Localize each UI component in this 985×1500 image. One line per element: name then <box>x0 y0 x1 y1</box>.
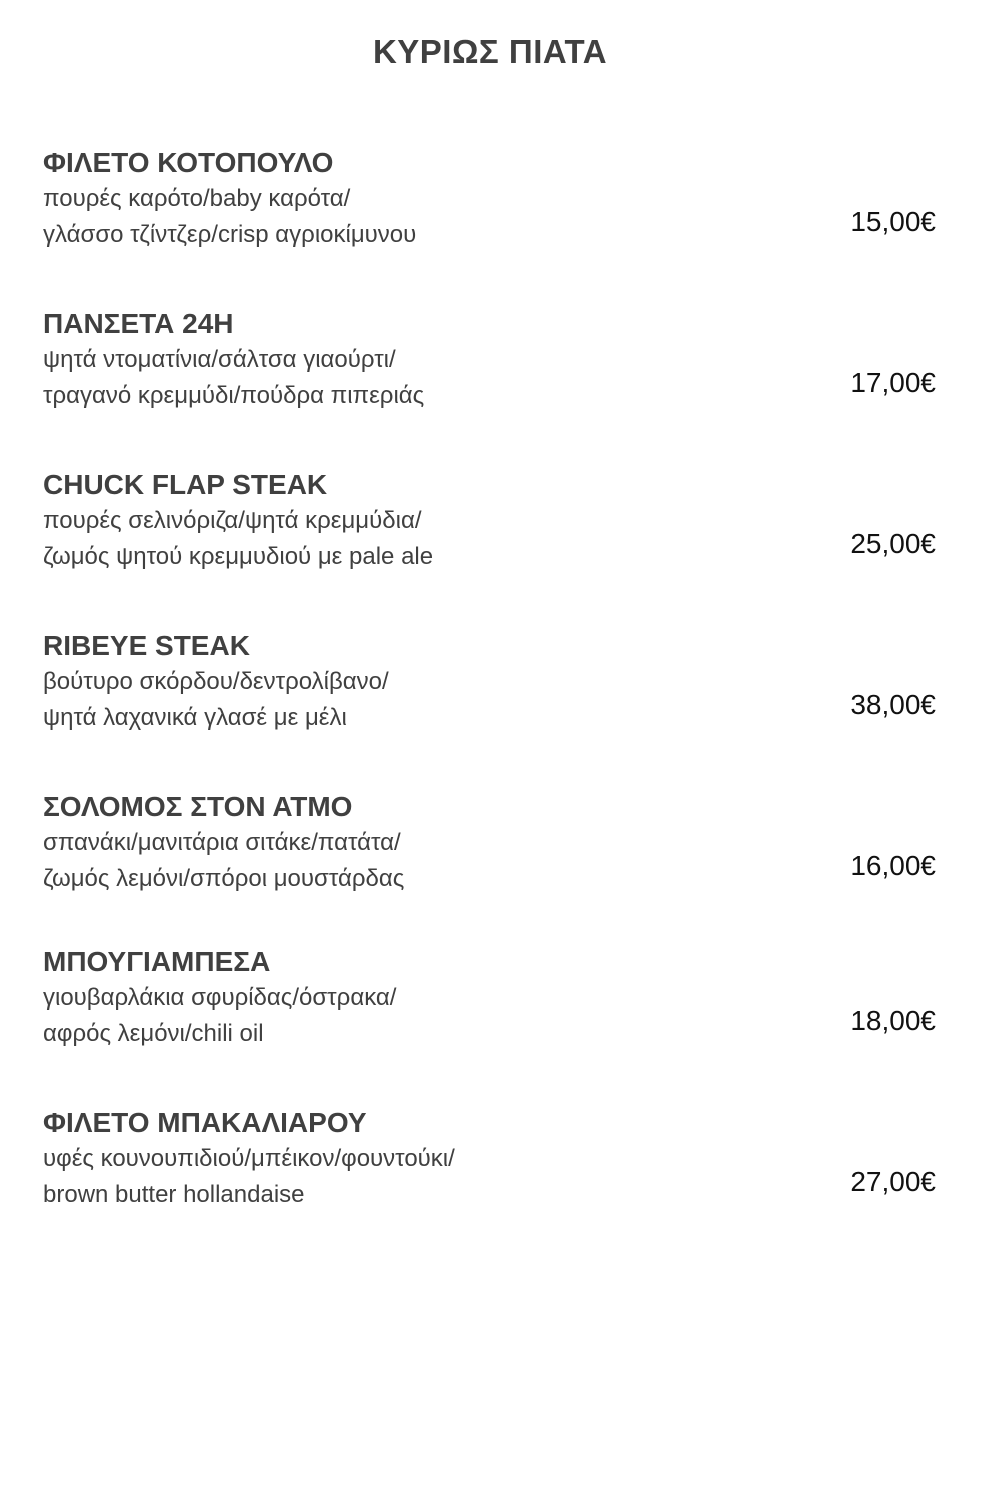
dish-name: CHUCK FLAP STEAK <box>43 469 328 500</box>
menu-item-bouillabaisse <box>43 944 943 1074</box>
dish-description-line: υφές κουνουπιδιού/μπέικον/φουντούκι/ <box>43 1145 455 1172</box>
dish-price: 25,00€ <box>850 528 936 559</box>
dish-name: ΦΙΛΕΤΟ ΚΟΤΟΠΟΥΛΟ <box>43 147 334 178</box>
dish-name: ΣΟΛΟΜΟΣ ΣΤΟΝ ΑΤΜΟ <box>43 791 353 822</box>
dish-description-line: πουρές σελινόριζα/ψητά κρεμμύδια/ <box>43 507 422 534</box>
menu-item-cod-fillet <box>43 1105 943 1235</box>
dish-name: ΜΠΟΥΓΙΑΜΠΕΣΑ <box>43 946 271 977</box>
dish-description-line: πουρές καρότο/baby καρότα/ <box>43 185 351 212</box>
dish-description-line: αφρός λεμόνι/chili oil <box>43 1020 264 1047</box>
dish-description-line: σπανάκι/μανιτάρια σιτάκε/πατάτα/ <box>43 829 401 856</box>
dish-name: ΠΑΝΣΕΤΑ 24Η <box>43 308 234 339</box>
menu-item-chuck-flap-steak <box>43 467 943 597</box>
dish-price: 18,00€ <box>850 1005 936 1036</box>
dish-description-line: τραγανό κρεμμύδι/πούδρα πιπεριάς <box>43 382 425 409</box>
dish-description-line: βούτυρο σκόρδου/δεντρολίβανο/ <box>43 668 389 695</box>
menu-item-chicken-fillet <box>43 145 943 275</box>
dish-description-line: ψητά ντοματίνια/σάλτσα γιαούρτι/ <box>43 346 396 373</box>
menu-item-pancetta <box>43 306 943 436</box>
dish-description-line: ζωμός ψητού κρεμμυδιού με pale ale <box>43 543 434 570</box>
menu-item-steamed-salmon <box>43 789 943 919</box>
dish-description-line: brown butter hollandaise <box>43 1181 305 1208</box>
dish-price: 15,00€ <box>850 206 936 237</box>
dish-name: ΦΙΛΕΤΟ ΜΠΑΚΑΛΙΑΡΟΥ <box>43 1107 367 1138</box>
menu-item-ribeye-steak <box>43 628 943 758</box>
dish-description-line: γιουβαρλάκια σφυρίδας/όστρακα/ <box>43 984 397 1011</box>
dish-description-line: γλάσσο τζίντζερ/crisp αγριοκίμυνου <box>43 221 417 248</box>
dish-price: 27,00€ <box>850 1166 936 1197</box>
dish-description-line: ζωμός λεμόνι/σπόροι μουστάρδας <box>43 865 405 892</box>
dish-price: 17,00€ <box>850 367 936 398</box>
dish-price: 38,00€ <box>850 689 936 720</box>
dish-price: 16,00€ <box>850 850 936 881</box>
dish-description-line: ψητά λαχανικά γλασέ με μέλι <box>43 704 347 731</box>
dish-name: RIBEYE STEAK <box>43 630 250 661</box>
page-title: ΚΥΡΙΩΣ ΠΙΑΤΑ <box>372 33 608 70</box>
